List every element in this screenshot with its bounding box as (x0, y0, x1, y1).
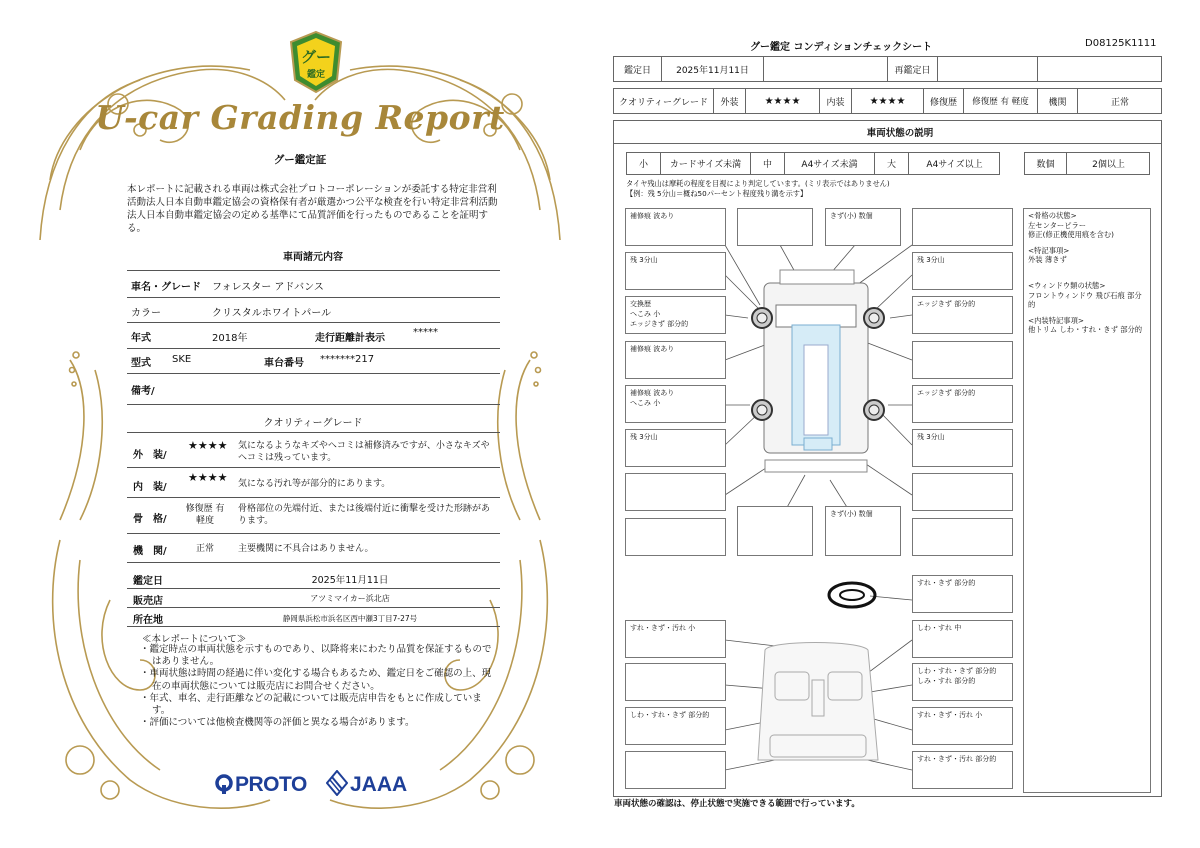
notice-list (140, 644, 495, 729)
remarks-label: 備考/ (131, 386, 155, 397)
damage-note: きず(小) 数個 (830, 212, 873, 220)
damage-box-bottom-1 (625, 518, 726, 556)
interior-box-right-3 (912, 707, 1013, 745)
repair-label: 修復歴 (924, 89, 964, 113)
damage-note: へこみ 小 (630, 310, 661, 318)
engine-value: 正常 (1110, 97, 1129, 108)
frame-label: 骨 格/ (133, 514, 167, 525)
damage-box-bottom-2 (737, 506, 813, 556)
section-title: 車両状態の説明 (866, 128, 934, 139)
damage-note: しわ・すれ・きず 部分的 (917, 667, 997, 675)
memo-interior-title: <内装特記事項> (1028, 315, 1085, 325)
exterior-desc: 気になるようなキズやヘコミは補修済みですが、小さなキズやヘコミは残っています。 (238, 441, 490, 463)
jaaa-logo: JAAA (350, 773, 408, 796)
damage-box-fender-left (625, 296, 726, 334)
damage-note: しわ・すれ 中 (917, 624, 962, 632)
frame-value: 修復歴 有 軽度 (185, 504, 225, 526)
legend-mid-desc: A4サイズ未満 (785, 153, 875, 174)
exterior-label: 外 装/ (133, 450, 167, 461)
car-name-label: 車名・グレード (131, 282, 201, 293)
memo-line: 他トリム しわ・すれ・きず 部分的 (1028, 325, 1143, 335)
legend-big: 大 (875, 153, 909, 174)
interior-box-left-2 (625, 663, 726, 701)
divider (127, 297, 500, 298)
damage-box-door-left (625, 341, 726, 379)
damage-note: エッジきず 部分的 (917, 389, 976, 397)
interior-box-left-1 (625, 620, 726, 658)
engine-label: 機 関/ (133, 546, 167, 557)
interior-box-right-2 (912, 663, 1013, 701)
reappraisal-label: 再鑑定日 (888, 57, 938, 81)
proto-logo: PROTO (235, 773, 307, 796)
divider (127, 373, 500, 374)
appraisal-date-value: 2025年11月11日 (311, 575, 389, 586)
interior-label: 内 装/ (133, 482, 167, 493)
appraisal-date-label: 鑑定日 (133, 576, 163, 587)
legend-count-desc: 2個以上 (1092, 160, 1125, 170)
certificate-heading: グー鑑定証 (273, 154, 327, 166)
divider (127, 626, 500, 627)
badge-text: グー (300, 48, 332, 66)
mileage-label: 走行距離計表示 (315, 333, 385, 344)
year-value: 2018年 (212, 333, 248, 344)
interior-stars: ★★★★ (852, 89, 924, 113)
damage-box-quarter-right (912, 385, 1013, 423)
tire-note-line: タイヤ残山は摩耗の程度を目視により判定しています。(ミリ表示ではありません) (626, 179, 890, 188)
interior-box-right-1 (912, 620, 1013, 658)
legend-small: 小 (627, 153, 661, 174)
sheet-code: D08125K1111 (1085, 38, 1157, 49)
jaaa-logo-icon (326, 770, 348, 796)
shop-value: アツミマイカー浜北店 (310, 594, 390, 603)
damage-note: すれ・きず・汚れ 部分的 (917, 755, 997, 763)
memo-frame-title: <骨格の状態> (1028, 211, 1077, 220)
chassis-label: 車台番号 (264, 358, 304, 369)
car-interior-icon (758, 643, 878, 761)
interior-label: 内装 (820, 89, 852, 113)
memo-line: フロントウィンドウ 飛び石痕 部分的 (1028, 290, 1142, 310)
damage-box-tire-fr (912, 252, 1013, 290)
damage-note: しみ・すれ 部分的 (917, 677, 976, 685)
damage-note: 補修痕 波あり (630, 389, 675, 397)
interior-box-left-3 (625, 707, 726, 745)
damage-box-fender-right (912, 296, 1013, 334)
model-label: 型式 (131, 358, 151, 369)
tire-note-line: 【例：残 5分山＝概ね50パーセント程度残り溝を示す】 (626, 188, 808, 198)
memo-special-title: <特記事項> (1028, 245, 1070, 255)
damage-note: へこみ 小 (630, 399, 661, 407)
divider (127, 607, 500, 608)
condition-memo (1023, 208, 1151, 793)
exterior-stars: ★★★★ (188, 439, 228, 452)
repair-value: 修復歴 有 軽度 (964, 89, 1038, 113)
divider (127, 588, 500, 589)
notice-item: ・車両状態は時間の経過に伴い変化する場合もあるため、鑑定日をご確認の上、現在の車両状態については販売店にお問合せください。 (140, 668, 492, 692)
damage-box-tire-rl (625, 429, 726, 467)
chassis-value: *******217 (320, 354, 375, 365)
report-cursive-title: U-car Grading Report (95, 98, 505, 137)
interior-box-steering (912, 575, 1013, 613)
divider (127, 404, 500, 405)
address-label: 所在地 (133, 615, 163, 626)
damage-note: 残 3分山 (630, 433, 658, 441)
damage-box-rear-right (912, 473, 1013, 511)
goo-appraisal-badge-icon (289, 30, 343, 94)
damage-note: 残 3分山 (630, 256, 658, 264)
interior-box-left-4 (625, 751, 726, 789)
notice-item: ・鑑定時点の車両状態を示すものであり、以降将来にわたり品質を保証するものではありません。 (140, 644, 492, 668)
legend-small-desc: カードサイズ未満 (661, 153, 751, 174)
damage-box-tire-fl (625, 252, 726, 290)
mileage-value: ***** (413, 327, 438, 338)
damage-note: エッジきず 部分的 (630, 320, 689, 328)
grade-label: クオリティーグレード (614, 89, 714, 113)
address-value: 静岡県浜松市浜名区西中瀬3丁目7-27号 (282, 614, 418, 623)
legend-mid: 中 (751, 153, 785, 174)
divider (127, 432, 500, 433)
notice-item: ・評価については他検査機関等の評価と異なる場合があります。 (140, 717, 415, 729)
damage-note: 残 3分山 (917, 433, 945, 441)
damage-box-top-1 (737, 208, 813, 246)
car-top-view-icon (752, 270, 884, 472)
memo-line: 外装 薄きず (1028, 255, 1067, 265)
engine-desc: 主要機関に不具合はありません。 (238, 544, 374, 554)
legend-count: 数個 (1025, 153, 1067, 174)
date-label: 鑑定日 (614, 57, 662, 81)
engine-value: 正常 (195, 544, 214, 554)
notice-item: ・年式、車名、走行距離などの記載については販売店申告をもとに作成しています。 (140, 692, 482, 717)
damage-box-quarter-left (625, 385, 726, 423)
steering-wheel-icon (829, 583, 875, 607)
damage-note: 残 3分山 (917, 256, 945, 264)
divider (127, 497, 500, 498)
damage-note: エッジきず 部分的 (917, 300, 976, 308)
model-value: SKE (172, 354, 192, 365)
divider (127, 348, 500, 349)
damage-note: すれ・きず 部分的 (917, 579, 976, 587)
sheet-title: グー鑑定 コンディションチェックシート (750, 42, 933, 53)
damage-note: きず(小) 数個 (830, 510, 873, 518)
damage-note: 交換歴 (630, 300, 651, 308)
divider (127, 467, 500, 468)
exterior-stars: ★★★★ (746, 89, 820, 113)
sheet-footer: 車両状態の確認は、停止状態で実施できる範囲で行っています。 (614, 799, 860, 809)
divider (127, 270, 500, 271)
color-label: カラー (131, 308, 161, 319)
date-value: 2025年11月11日 (662, 57, 764, 81)
proto-logo-icon (215, 773, 233, 795)
frame-desc: 骨格部位の先端付近、または後端付近に衝撃を受けた形跡があります。 (238, 504, 491, 526)
quality-grade-heading: クオリティーグレード (263, 418, 363, 429)
divider (127, 322, 500, 323)
spec-heading: 車両諸元内容 (283, 252, 343, 263)
damage-box-tire-rr (912, 429, 1013, 467)
damage-box-door-right (912, 341, 1013, 379)
certificate-intro: 本レポートに記載される車両は株式会社プロトコーポレーションが委託する特定非営利活動法人日本自動車鑑定協会の資格保有者が厳選かつ公平な検査を行い特定非営利活動法人日本自動車鑑定協会の定める基準にて品質評価を行ったものであることを証明する。 (127, 184, 498, 234)
damage-note: 補修痕 波あり (630, 212, 675, 220)
shop-label: 販売店 (133, 596, 163, 607)
interior-stars: ★★★★ (188, 471, 228, 484)
damage-box-rear-left (625, 473, 726, 511)
damage-box-front-left (625, 208, 726, 246)
damage-box-bottom-4 (912, 518, 1013, 556)
notice-title: ≪本レポートについて≫ (142, 634, 247, 645)
memo-line: 左センターピラー (1028, 220, 1087, 230)
engine-label: 機関 (1038, 89, 1078, 113)
car-name-value: フォレスター アドバンス (212, 282, 324, 293)
memo-line: 修正(修正機使用痕を含む) (1028, 230, 1114, 240)
interior-box-right-4 (912, 751, 1013, 789)
divider (127, 562, 500, 563)
damage-note: すれ・きず・汚れ 小 (917, 711, 983, 719)
memo-window-title: <ウィンドウ類の状態> (1028, 280, 1106, 290)
damage-box-front-right (912, 208, 1013, 246)
damage-note: しわ・すれ・きず 部分的 (630, 711, 710, 719)
color-value: クリスタルホワイトパール (212, 308, 332, 319)
badge-subtext: 鑑定 (306, 70, 326, 80)
exterior-label: 外装 (714, 89, 746, 113)
damage-box-bottom-3 (825, 506, 901, 556)
interior-desc: 気になる汚れ等が部分的にあります。 (238, 479, 391, 489)
damage-note: すれ・きず・汚れ 小 (630, 624, 696, 632)
divider (127, 533, 500, 534)
year-label: 年式 (131, 333, 151, 344)
legend-big-desc: A4サイズ以上 (926, 160, 983, 170)
damage-note: 補修痕 波あり (630, 345, 675, 353)
damage-box-top-2 (825, 208, 901, 246)
